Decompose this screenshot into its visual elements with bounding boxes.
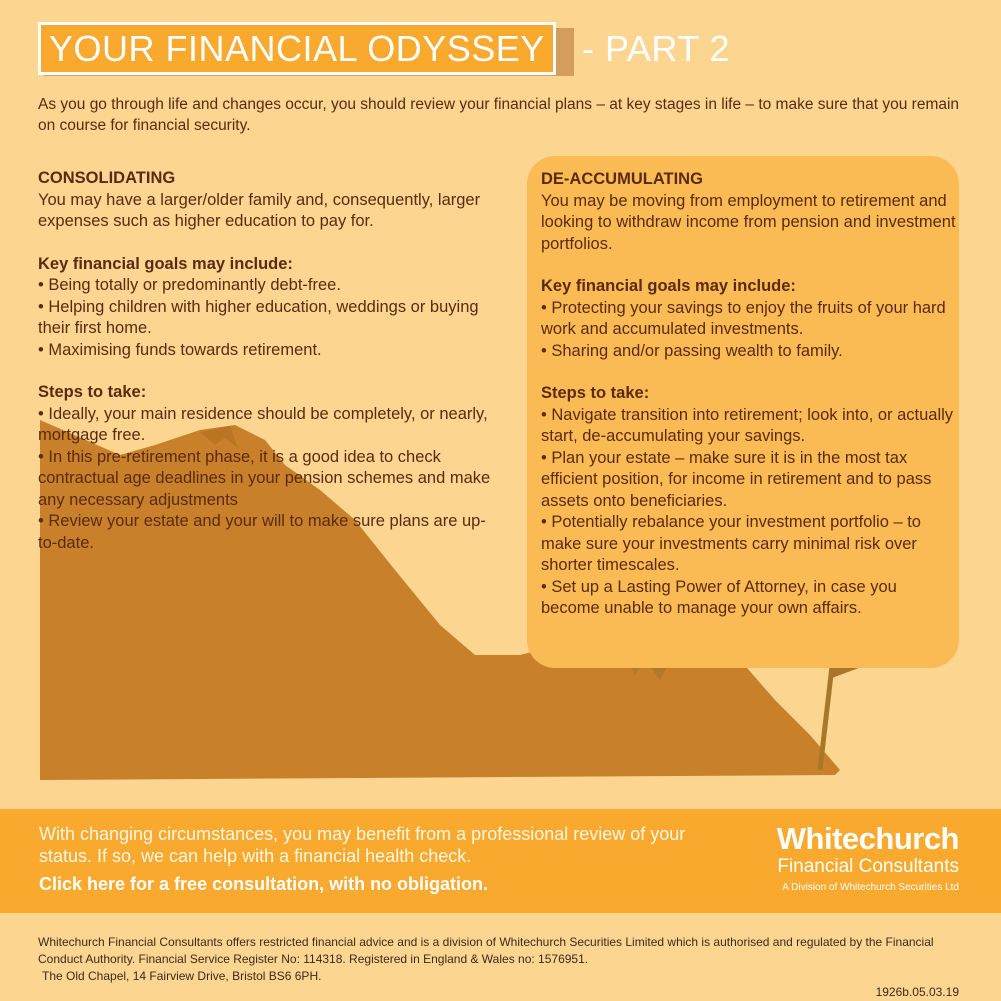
title-block xyxy=(38,22,556,75)
deaccumulating-step: • Navigate transition into retirement; look into, or actually start, de-accumulating your savings. xyxy=(541,405,954,445)
consolidating-goal: • Being totally or predominantly debt-free. xyxy=(38,276,341,294)
consolidating-goals-heading: Key financial goals may include: xyxy=(38,254,293,273)
deaccumulating-step: • Potentially rebalance your investment portfolio – to make sure your investments carry minimal risk over shorter timescales. xyxy=(541,513,921,574)
consolidating-description: You may have a larger/older family and, consequently, larger expenses such as higher education to pay for. xyxy=(38,190,481,230)
deaccumulating-step: • Plan your estate – make sure it is in the most tax efficient position, for income in retirement and to pass assets onto beneficiaries. xyxy=(541,448,932,510)
banner-text: With changing circumstances, you may benefit from a professional review of your status. If so, we can help with a financial health check. xyxy=(39,824,686,866)
deaccumulating-heading: DE-ACCUMULATING xyxy=(541,170,703,188)
logo-name: Whitechurch xyxy=(776,821,959,856)
deaccumulating-description: You may be moving from employment to retirement and looking to withdraw income from pension and investment portfolios. xyxy=(541,191,956,253)
consolidating-step: • Review your estate and your will to make sure plans are up-to-date. xyxy=(38,512,486,552)
consolidating-step: • Ideally, your main residence should be completely, or nearly, mortgage free. xyxy=(38,404,488,444)
consolidating-step: • In this pre-retirement phase, it is a good idea to check contractual age deadlines in your pension schemes and make any necessary adjustments xyxy=(38,447,491,509)
deaccumulating-goals-heading: Key financial goals may include: xyxy=(541,277,796,295)
consolidating-goal: • Maximising funds towards retirement. xyxy=(38,340,322,359)
consolidating-goal: • Helping children with higher education, weddings or buying their first home. xyxy=(38,297,479,337)
deaccumulating-goal: • Sharing and/or passing wealth to family. xyxy=(541,341,843,360)
deaccumulating-steps-heading: Steps to take: xyxy=(541,384,650,402)
title-suffix: - PART 2 xyxy=(582,28,731,69)
consolidating-section xyxy=(38,168,498,554)
address-text: The Old Chapel, 14 Fairview Drive, Bristol BS6 6PH. xyxy=(42,969,322,983)
footer xyxy=(38,934,968,985)
consolidating-steps-heading: Steps to take: xyxy=(38,383,147,401)
page-title: YOUR FINANCIAL ODYSSEY xyxy=(38,22,556,75)
reference-code: 1926b.05.03.19 xyxy=(875,985,959,999)
free-consultation-link[interactable]: Click here for a free consultation, with no obligation. xyxy=(39,874,489,894)
deaccumulating-step: • Set up a Lasting Power of Attorney, in case you become unable to manage your own affairs. xyxy=(541,577,897,617)
company-logo xyxy=(777,822,959,895)
logo-division: A Division of Whitechurch Securities Ltd xyxy=(782,882,959,893)
deaccumulating-section xyxy=(541,169,956,620)
disclaimer-text: Whitechurch Financial Consultants offers restricted financial advice and is a division of Whitechurch Securities Limited which is authorised and regulated by the Financial Conduct Authority. Financial Service Register No: 114318. Registered in England & Wales no: 1576951. xyxy=(38,935,934,966)
logo-subtitle: Financial Consultants xyxy=(777,856,959,877)
consolidating-heading: CONSOLIDATING xyxy=(38,169,176,187)
deaccumulating-goal: • Protecting your savings to enjoy the fruits of your hard work and accumulated investments. xyxy=(541,298,946,338)
intro-text: As you go through life and changes occur, you should review your financial plans – at key stages in life – to make sure that you remain on course for financial security. xyxy=(38,96,960,134)
